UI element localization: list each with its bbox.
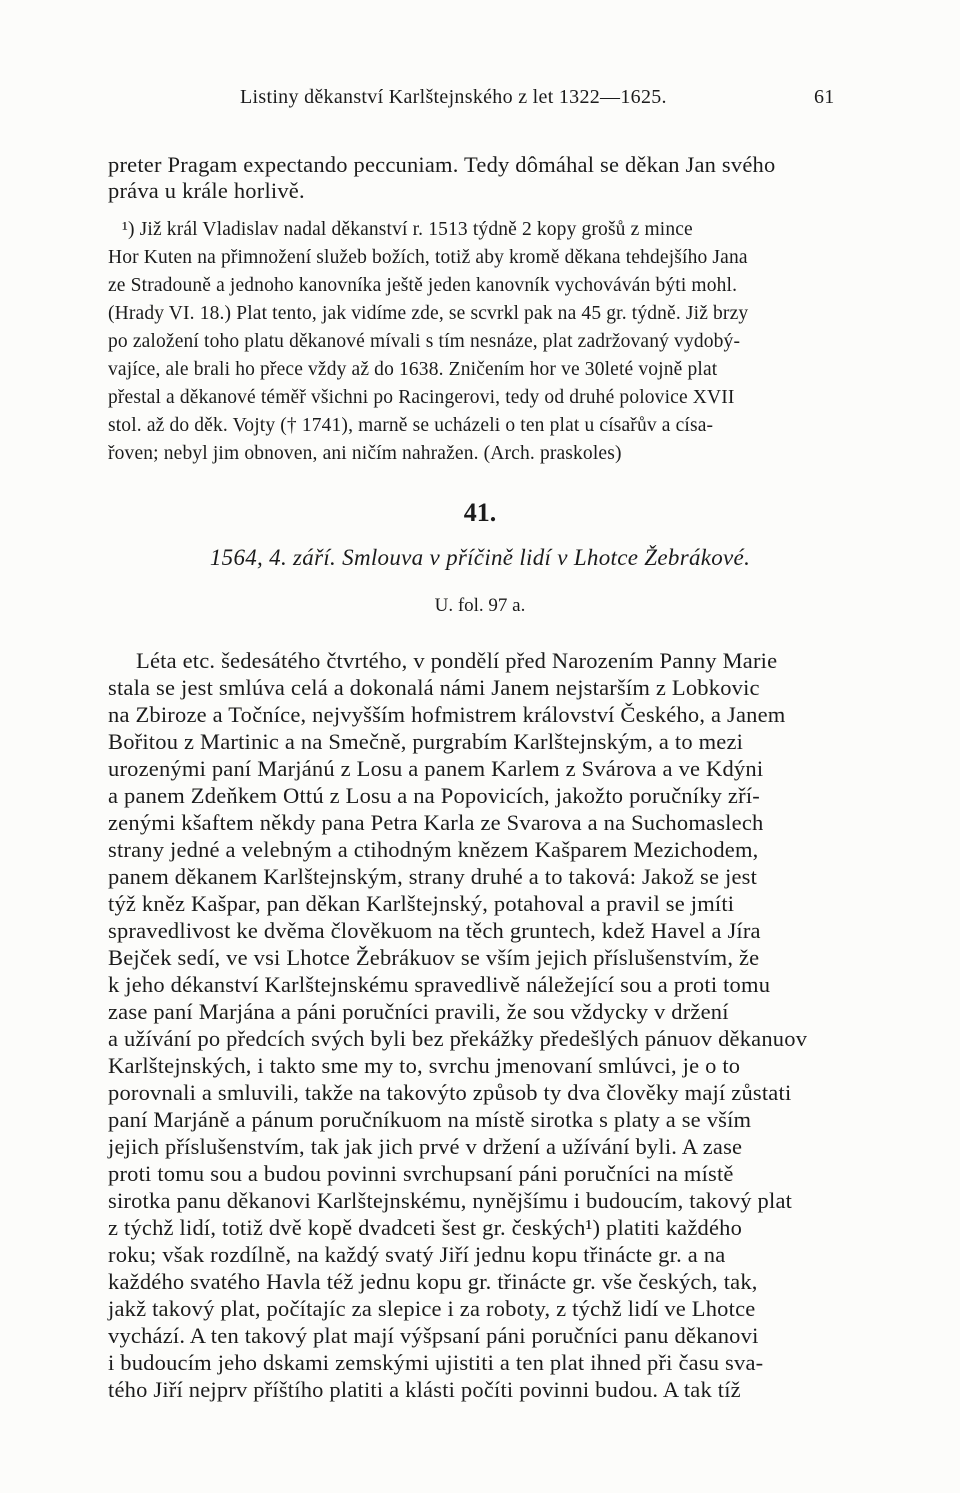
document-source: U. fol. 97 a. [434,595,526,616]
document-number: 41. [463,498,497,527]
body-line: proti tomu sou a budou povinni svrchupsaní páni poručníci na místě [108,1161,734,1186]
running-head-title: Listiny děkanství Karlštejnského z let 1322—1625. [240,86,667,108]
body-line: tého Jiří nejprv příštího platiti a klásti počíti povinni budou. A tak tíž [108,1377,741,1402]
footnote-line: řoven; nebyl jim obnoven, ani ničím nahražen. (Arch. praskoles) [108,443,622,464]
body-line: Karlštejnských, i takto sme my to, svrchu jmenovaní smlúvci, je o to [108,1053,741,1078]
body-line: jakž takový plat, počítajíc za slepice i za roboty, z týchž lidí ve Lhotce [108,1296,756,1321]
footnote-line: Hor Kuten na přimnožení služeb božích, totiž aby kromě děkana tehdejšího Jana [108,247,748,268]
footnote-line: vajíce, ale brali ho přece vždy až do 1638. Zničením hor ve 30leté vojně plat [108,359,718,380]
body-line: sirotka panu děkanovi Karlštejnskému, nynějšímu i budoucím, takový plat [108,1188,793,1213]
footnote-line: po založení toho platu děkanové mívali s tím nesnáze, plat zadržovaný vydobý- [108,331,741,352]
body-line: stala se jest smlúva celá a dokonalá námi Janem nejstarším z Lobkovic [108,675,760,700]
body-line: a užívání po předcích svých byli bez překážky předešlých pánuov děkanuov [108,1026,808,1051]
body-line: spravedlivost ke dvěma člověkuom na těch gruntech, kdež Havel a Jíra [108,918,761,943]
body-line: zenými kšaftem někdy pana Petra Karla ze Svarova a na Suchomaslech [108,810,764,835]
body-line: paní Marjáně a pánum poručníkuom na místě sirotka s platy a se vším [108,1107,752,1132]
body-line: vychází. A ten takový plat mají výšpsaní páni poručníci panu děkanovi [108,1323,759,1348]
body-line: jejich příslušenstvím, tak jak jich prvé v držení a užívání byli. A zase [108,1134,743,1159]
document-title: 1564, 4. září. Smlouva v příčině lidí v Lhotce Žebrákové. [209,545,751,570]
intro-line: preter Pragam expectando peccuniam. Tedy dômáhal se děkan Jan svého [108,152,776,177]
footnote-line: ze Stradouně a jednoho kanovníka ještě jeden kanovník vychováván býti mohl. [108,275,738,296]
body-line: z týchž lidí, totiž dvě kopě dvadceti šest gr. českých¹) platiti každého [108,1215,743,1240]
body-line: urozenými paní Marjánú z Losu a panem Karlem z Svárova a ve Kdýni [108,756,764,781]
body-line: k jeho dékanství Karlštejnskému spravedlivě náležející sou a proti tomu [108,972,771,997]
body-line: porovnali a smluvili, takže na takovýto způsob ty dva člověky mají zůstati [108,1080,792,1105]
body-line: týž kněz Kašpar, pan děkan Karlštejnský, potahoval a pravil se jmíti [108,891,735,916]
body-line: strany jedné a velebným a ctihodným knězem Kašparem Mezichodem, [108,837,759,862]
body-line: Léta etc. šedesátého čtvrtého, v pondělí před Narozením Panny Marie [136,648,778,673]
body-line: Bejček sedí, ve vsi Lhotce Žebrákuov se vším jejich příslušenstvím, že [108,945,760,970]
body-line: zase paní Marjána a páni poručníci pravili, že sou vždycky v držení [108,999,729,1024]
body-line: každého svatého Havla též jednu kopu gr. třinácte gr. vše českých, tak, [108,1269,758,1294]
body-line: a panem Zdeňkem Ottú z Losu a na Popovicích, jakožto poručníky zří- [108,783,760,808]
page-number: 61 [814,86,835,108]
body-line: Bořitou z Martinic a na Smečně, purgrabím Karlštejnským, a to mezi [108,729,744,754]
footnote-line: (Hrady VI. 18.) Plat tento, jak vidíme zde, se scvrkl pak na 45 gr. týdně. Již brzy [108,303,749,324]
footnote-line: přestal a děkanové téměř všichni po Racingerovi, tedy od druhé polovice XVII [108,387,735,408]
footnote-line: stol. až do děk. Vojty († 1741), marně se ucházeli o ten plat u císařův a císa- [108,415,714,436]
body-line: roku; však rozdílně, na každý svatý Jiří jednu kopu třinácte gr. a na [108,1242,726,1267]
footnote-line: ¹) Již král Vladislav nadal děkanství r. 1513 týdně 2 kopy grošů z mince [122,219,693,240]
body-line: panem děkanem Karlštejnským, strany druhé a to taková: Jakož se jest [108,864,758,889]
body-line: i budoucím jeho dskami zemskými ujistiti a ten plat ihned při času sva- [108,1350,764,1375]
body-line: na Zbiroze a Točníce, nejvyšším hofmistrem království Českého, a Janem [108,702,786,727]
intro-line: práva u krále horlivě. [108,178,305,203]
